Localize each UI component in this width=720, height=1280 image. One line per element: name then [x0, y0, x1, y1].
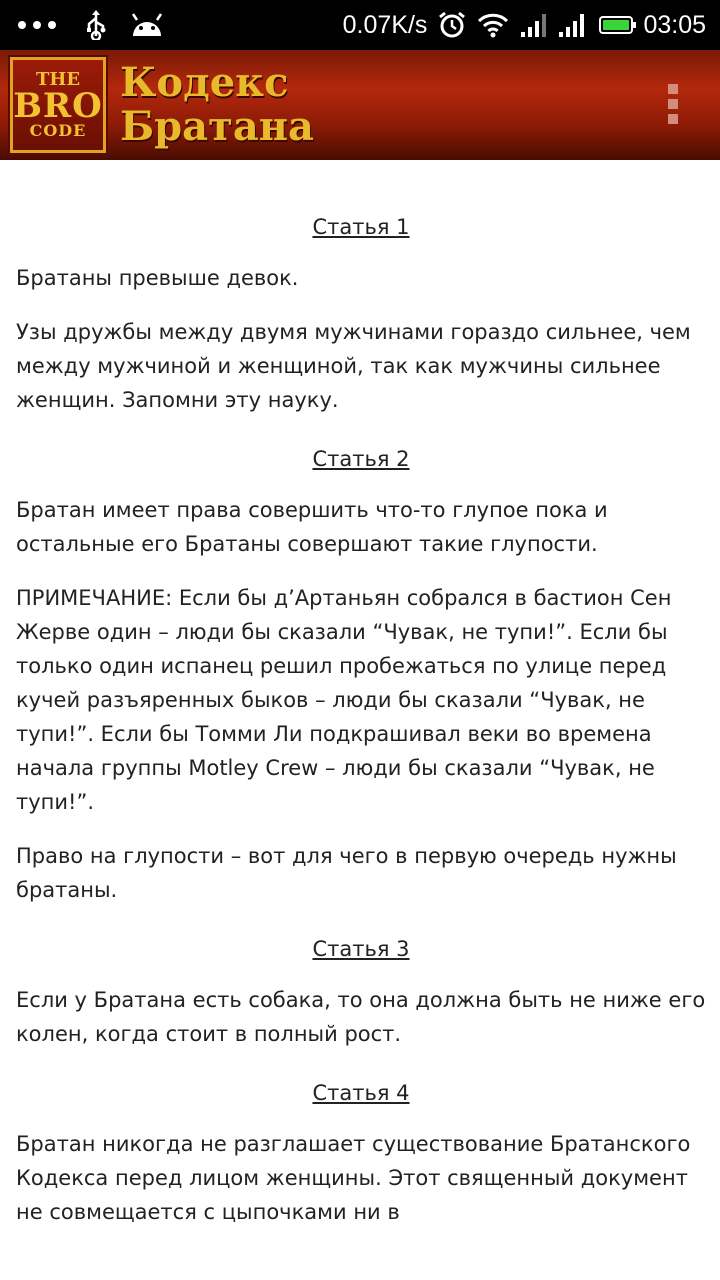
article-4 — [16, 1071, 706, 1229]
article-heading: Статья 1 — [312, 215, 410, 239]
wifi-icon — [477, 12, 509, 38]
article-paragraph: ПРИМЕЧАНИЕ: Если бы д’Артаньян собрался в бастион Сен Жерве один – люди бы сказали “Чувак, не тупи!”. Если бы только один испанец решил пробежаться по улице перед кучей разъяренных быков – люди бы сказали “Чувак, не тупи!”. Если бы Томми Ли подкрашивал веки во времена начала группы Motley Crew – люди бы сказали “Чувак, не тупи!”. — [16, 586, 672, 814]
more-dots-icon — [18, 21, 63, 29]
status-bar — [0, 0, 720, 50]
article-2 — [16, 437, 706, 907]
app-title-line-1: Кодекс — [120, 59, 289, 106]
logo-line-the: THE — [35, 69, 81, 90]
app-title-line-2: Братана — [120, 103, 314, 150]
signal-icon — [519, 12, 547, 38]
article-paragraph: Узы дружбы между двумя мужчинами гораздо сильнее, чем между мужчиной и женщиной, так как мужчины сильнее женщин. Запомни эту науку. — [16, 320, 691, 412]
article-paragraph: Если у Братана есть собака, то она должна быть не ниже его колен, когда стоит в полный рост. — [16, 988, 706, 1046]
article-1 — [16, 205, 706, 417]
app-header — [0, 50, 720, 160]
overflow-menu-icon[interactable] — [668, 84, 678, 129]
logo-line-bro: BRO — [13, 86, 103, 126]
logo-line-code: CODE — [29, 121, 87, 140]
article-paragraph: Братан имеет права совершить что-то глупое пока и остальные его Братаны совершают такие глупости. — [16, 498, 608, 556]
article-paragraph: Братан никогда не разглашает существование Братанского Кодекса перед лицом женщины. Этот священный документ не совмещается с цыпочками ни в — [16, 1132, 691, 1224]
article-heading: Статья 4 — [312, 1081, 410, 1105]
article-content — [16, 205, 706, 1249]
app-logo — [10, 57, 106, 153]
app-title — [120, 61, 314, 149]
article-paragraph: Право на глупости – вот для чего в первую очередь нужны братаны. — [16, 844, 677, 902]
network-speed: 0.07K/s — [342, 10, 428, 39]
android-icon — [129, 12, 165, 38]
article-paragraph: Братаны превыше девок. — [16, 266, 299, 290]
signal-icon — [557, 12, 585, 38]
article-heading: Статья 3 — [312, 937, 410, 961]
usb-icon — [85, 10, 107, 40]
article-heading: Статья 2 — [312, 447, 410, 471]
alarm-icon — [437, 10, 467, 40]
clock: 03:05 — [643, 10, 706, 39]
article-3 — [16, 927, 706, 1051]
battery-icon — [599, 16, 633, 34]
